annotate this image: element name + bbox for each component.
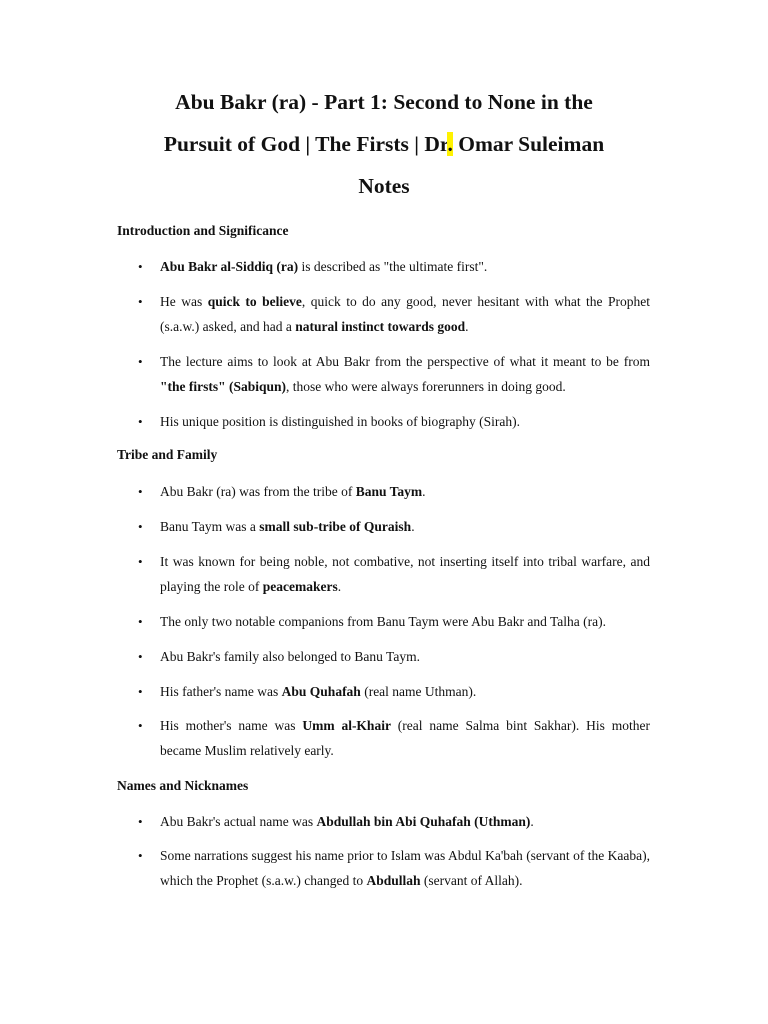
section-heading-names: Names and Nicknames — [117, 778, 249, 793]
highlighted-period: . — [447, 132, 453, 156]
list-item: • The lecture aims to look at Abu Bakr from the perspective of what it meant to be from "the firsts" (Sabiqun), those who were always forerunners in doing good. — [160, 349, 650, 399]
list-item: • Some narrations suggest his name prior to Islam was Abdul Ka'bah (servant of the Kaaba), which the Prophet (s.a.w.) changed to Abdullah (servant of Allah). — [160, 843, 650, 893]
list-item: • He was quick to believe, quick to do any good, never hesitant with what the Prophet (s.a.w.) asked, and had a natural instinct towards good. — [160, 289, 650, 339]
list-item: • His father's name was Abu Quhafah (real name Uthman). — [160, 679, 650, 704]
title-line-2 — [164, 132, 604, 156]
title-line-3: Notes — [358, 174, 410, 198]
title-line-2-start: Pursuit of God | The Firsts | Dr — [163, 132, 448, 156]
list-item: • It was known for being noble, not combative, not inserting itself into tribal warfare, and playing the role of peacemakers. — [160, 549, 650, 599]
list-item: • His mother's name was Umm al-Khair (real name Salma bint Sakhar). His mother became Muslim relatively early. — [160, 713, 650, 763]
list-item: • Abu Bakr (ra) was from the tribe of Banu Taym. — [160, 479, 650, 504]
title-line-2-end: Omar Suleiman — [452, 132, 605, 156]
title-line-1: Abu Bakr (ra) - Part 1: Second to None in the — [175, 90, 593, 114]
section-heading-tribe-family: Tribe and Family — [117, 447, 218, 462]
list-item: • Abu Bakr's actual name was Abdullah bin Abi Quhafah (Uthman). — [160, 809, 650, 834]
list-item: • Banu Taym was a small sub-tribe of Quraish. — [160, 514, 650, 539]
list-item: • The only two notable companions from Banu Taym were Abu Bakr and Talha (ra). — [160, 609, 650, 634]
list-item: • Abu Bakr al-Siddiq (ra) is described as "the ultimate first". — [160, 254, 650, 279]
section-heading-introduction: Introduction and Significance — [117, 223, 289, 238]
list-item: • Abu Bakr's family also belonged to Banu Taym. — [160, 644, 650, 669]
list-item: • His unique position is distinguished in books of biography (Sirah). — [160, 409, 650, 434]
page-title — [100, 81, 668, 207]
